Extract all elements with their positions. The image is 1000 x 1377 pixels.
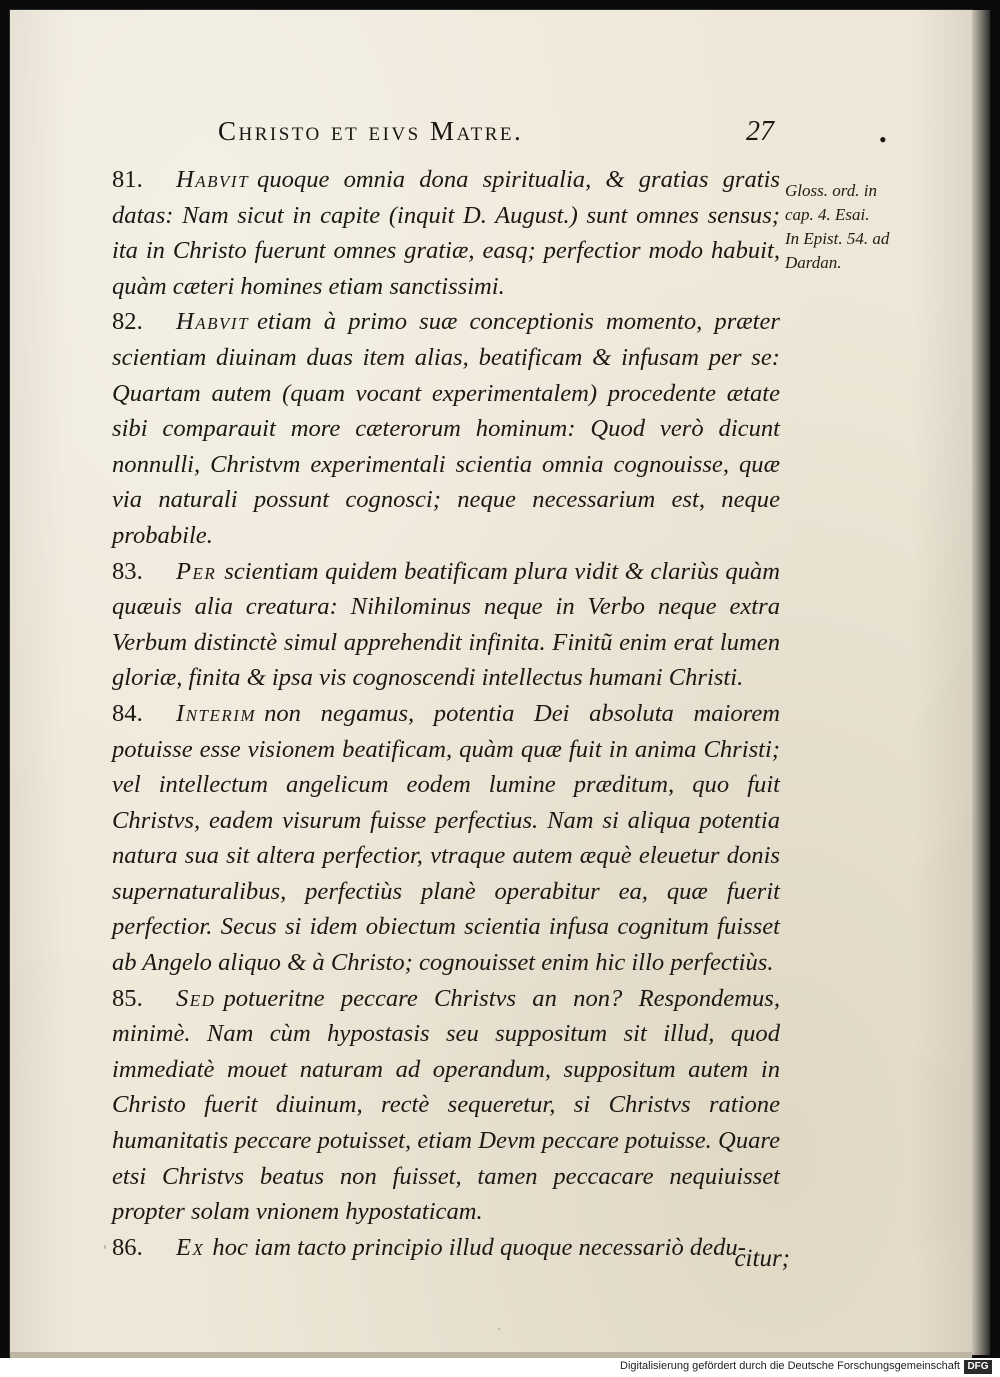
paragraph bbox=[112, 554, 780, 696]
paragraph-number: 83. bbox=[112, 557, 143, 585]
book-page bbox=[10, 10, 972, 1355]
paragraph-lead: Interim bbox=[176, 699, 257, 727]
dfg-logo: DFG bbox=[964, 1360, 992, 1374]
page-header bbox=[218, 116, 778, 156]
paragraph-text: etiam à primo suæ conceptionis momento, præter scientiam diuinam duas item alias, beatificam & infusam per se: Quartam autem (quam vocant experimentalem) procedente ætate sibi comparauit more cæterorum hominum: Quod verò dicunt nonnulli, Christvm experimentali scientia omnia cognouisse, quæ via naturali possunt cognosci; neque necessarium est, neque probabile. bbox=[112, 308, 780, 549]
paragraph-number: 86. bbox=[112, 1233, 143, 1261]
paragraph-lead: Sed bbox=[176, 984, 216, 1012]
paragraph-lead: Habvit bbox=[176, 166, 250, 193]
paragraph-text: quoque omnia dona spiritualia, & gratias gratis datas: Nam sicut in capite (inquit D. August.) sunt omnes sensus; ita in Christo fuerunt omnes gratiæ, easq; perfectior modo habuit, quàm cæteri homines etiam sanctissimi. bbox=[112, 166, 780, 300]
paragraph-number: 81. bbox=[112, 166, 143, 193]
page-edge bbox=[972, 10, 990, 1355]
paragraph-number: 82. bbox=[112, 308, 143, 336]
page-number: 27 bbox=[746, 116, 774, 147]
page-mark: • bbox=[879, 127, 887, 152]
paragraph bbox=[112, 162, 780, 304]
running-head: Christo et eivs Matre. bbox=[218, 116, 524, 146]
margin-note-line: In Epist. 54. ad bbox=[785, 229, 890, 248]
paragraph-text: scientiam quidem beatificam plura vidit & clariùs quàm quæuis alia creatura: Nihilominus neque in Verbo neque extra Verbum distinctè simul apprehendit infinita. Finitũ enim erat lumen gloriæ, finita & ipsa vis cognoscendi intellectus humani Christi. bbox=[112, 557, 780, 692]
footer-bar bbox=[0, 1358, 1000, 1377]
paragraph-text: potueritne peccare Christvs an non? Respondemus, minimè. Nam cùm hypostasis seu suppositum sit illud, quod immediatè mouet naturam ad operandum, suppositum autem in Christo fuerit diuinum, rectè sequeretur, si Christvs ratione humanitatis peccare potuisset, etiam Devm peccare potuisse. Quare etsi Christvs beatus non fuisset, tamen peccacare nequiuisset propter solam vnionem hypostaticam. bbox=[112, 984, 780, 1226]
margin-note-line: cap. 4. Esai. bbox=[785, 205, 870, 224]
margin-note bbox=[785, 179, 925, 275]
paragraph-number: 84. bbox=[112, 699, 143, 727]
body-text bbox=[112, 162, 780, 1265]
paper-speck bbox=[104, 1245, 106, 1249]
paragraph bbox=[112, 981, 780, 1230]
margin-note-line: Dardan. bbox=[785, 253, 842, 272]
paragraph bbox=[112, 1230, 780, 1266]
paragraph-text: non negamus, potentia Dei absoluta maiorem potuisse esse visionem beatificam, quàm quæ fuit in anima Christi; vel intellectum angelicum eodem lumine præditum, quo fuit Christvs, eadem visurum fuisse perfectius. Nam si aliqua potentia natura sua sit altera perfectior, vtraque autem æquè eleuetur donis supernaturalibus, perfectiùs planè operabitur ea, quæ fuerit perfectior. Secus si idem obiectum scientia infusa cognitum fuisset ab Angelo aliquo & à Christo; cognouisset enim hic illo perfectiùs. bbox=[112, 699, 780, 977]
paragraph-lead: Habvit bbox=[176, 308, 250, 336]
paragraph bbox=[112, 304, 780, 553]
paragraph bbox=[112, 696, 780, 981]
catch-word: citur; bbox=[734, 1245, 790, 1272]
margin-note-line: Gloss. ord. in bbox=[785, 181, 877, 200]
paragraph-text: hoc iam tacto principio illud quoque necessariò dedu- bbox=[212, 1233, 746, 1261]
paragraph-lead: Per bbox=[176, 557, 217, 585]
paragraph-lead: Ex bbox=[176, 1233, 205, 1261]
funding-credit: Digitalisierung gefördert durch die Deutsche Forschungsgemeinschaft bbox=[620, 1360, 960, 1372]
paper-speck bbox=[498, 1328, 500, 1330]
paragraph-number: 85. bbox=[112, 984, 143, 1012]
